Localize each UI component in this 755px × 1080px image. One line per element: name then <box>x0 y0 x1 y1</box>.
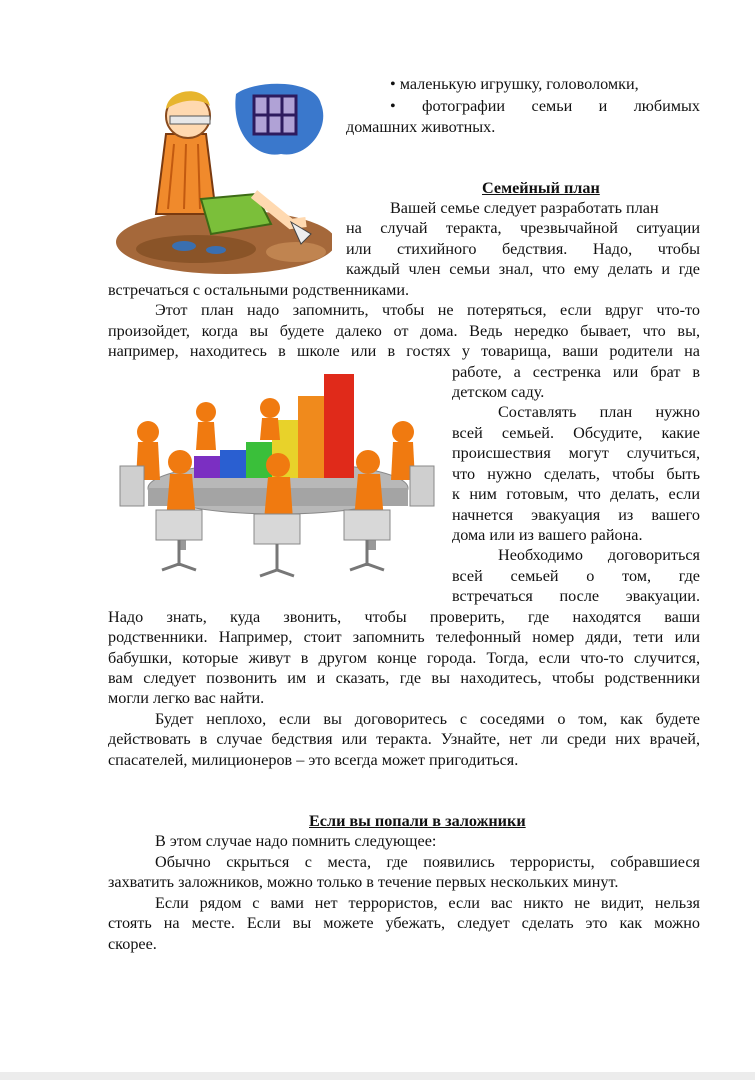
paragraph-line: Обычно скрыться с места, где появились террористы, собравшиеся <box>155 853 700 871</box>
paragraph-line: детском саду. <box>452 383 545 401</box>
paragraph-line: например, находитесь в школе или в гостях у товарища, ваши родители на <box>108 342 700 360</box>
paragraph-line: Составлять план нужно <box>498 403 700 421</box>
paragraph-line: стоять на месте. Если вы можете убежать, следует сделать это как можно <box>108 914 700 932</box>
paragraph-line: произойдет, когда вы будете далеко от дома. Ведь нередко бывает, что вы, <box>108 322 700 340</box>
paragraph-line: Надо знать, куда звонить, чтобы проверить, где находятся ваши <box>108 608 700 626</box>
paragraph-line: Необходимо договориться <box>498 546 700 564</box>
paragraph-line: вам следует позвонить им и сказать, где вы находитесь, чтобы родственники <box>108 669 700 687</box>
paragraph-line: к ним готовым, что делать, если <box>452 485 700 503</box>
paragraph-line: всей семьей о том, где <box>452 567 700 585</box>
paragraph-line: могли легко вас найти. <box>108 689 265 707</box>
paragraph-line: что нужно сделать, чтобы быть <box>452 465 700 483</box>
paragraph-line: действовать в случае бедствия или теракта. Узнайте, нет ли среди них врачей, <box>108 730 700 748</box>
paragraph-line: бабушки, которые живут в другом конце города. Тогда, если что-то случится, <box>108 649 700 667</box>
illustration-hostage-boy <box>106 74 332 274</box>
paragraph-line: захватить заложников, можно только в течение первых нескольких минут. <box>108 873 619 891</box>
paragraph-line: спасателей, милиционеров – это всегда может пригодиться. <box>108 751 519 769</box>
paragraph-line: всей семьей. Обсудите, какие <box>452 424 700 442</box>
paragraph-line: Если рядом с вами нет террористов, если вас никто не видит, нельзя <box>155 894 700 912</box>
paragraph-line: скорее. <box>108 935 157 953</box>
paragraph-line: происшествия могут случиться, <box>452 444 700 462</box>
bullet-item: • фотографии семьи и любимых <box>390 97 700 115</box>
paragraph-line: Будет неплохо, если вы договоритесь с соседями о том, как будете <box>155 710 700 728</box>
paragraph-line: работе, а сестренка или брат в <box>452 363 700 381</box>
section-heading-hostages: Если вы попали в заложники <box>309 812 526 830</box>
page-bottom-edge <box>0 1072 755 1080</box>
paragraph-line: родственники. Например, стоит запомнить телефонный номер дяди, тети или <box>108 628 700 646</box>
section-heading-family-plan: Семейный план <box>482 179 600 197</box>
paragraph-line: Вашей семье следует разработать план <box>390 199 659 217</box>
bullet-item-continuation: домашних животных. <box>346 118 496 136</box>
paragraph-line: дома или из вашего района. <box>452 526 643 544</box>
paragraph-line: или стихийного бедствия. Надо, чтобы <box>346 240 700 258</box>
paragraph-line: на случай теракта, чрезвычайной ситуации <box>346 219 700 237</box>
paragraph-line: встречаться после эвакуации. <box>452 587 700 605</box>
paragraph-line: начнется эвакуация из вашего <box>452 506 700 524</box>
illustration-meeting-bar-chart <box>118 370 436 582</box>
paragraph-line: Этот план надо запомнить, чтобы не потеряться, если вдруг что-то <box>155 301 700 319</box>
bullet-item: • маленькую игрушку, головоломки, <box>390 75 639 93</box>
paragraph-line: В этом случае надо помнить следующее: <box>155 832 437 850</box>
paragraph-line: каждый член семьи знал, что ему делать и где <box>346 260 700 278</box>
paragraph-line: встречаться с остальными родственниками. <box>108 281 410 299</box>
